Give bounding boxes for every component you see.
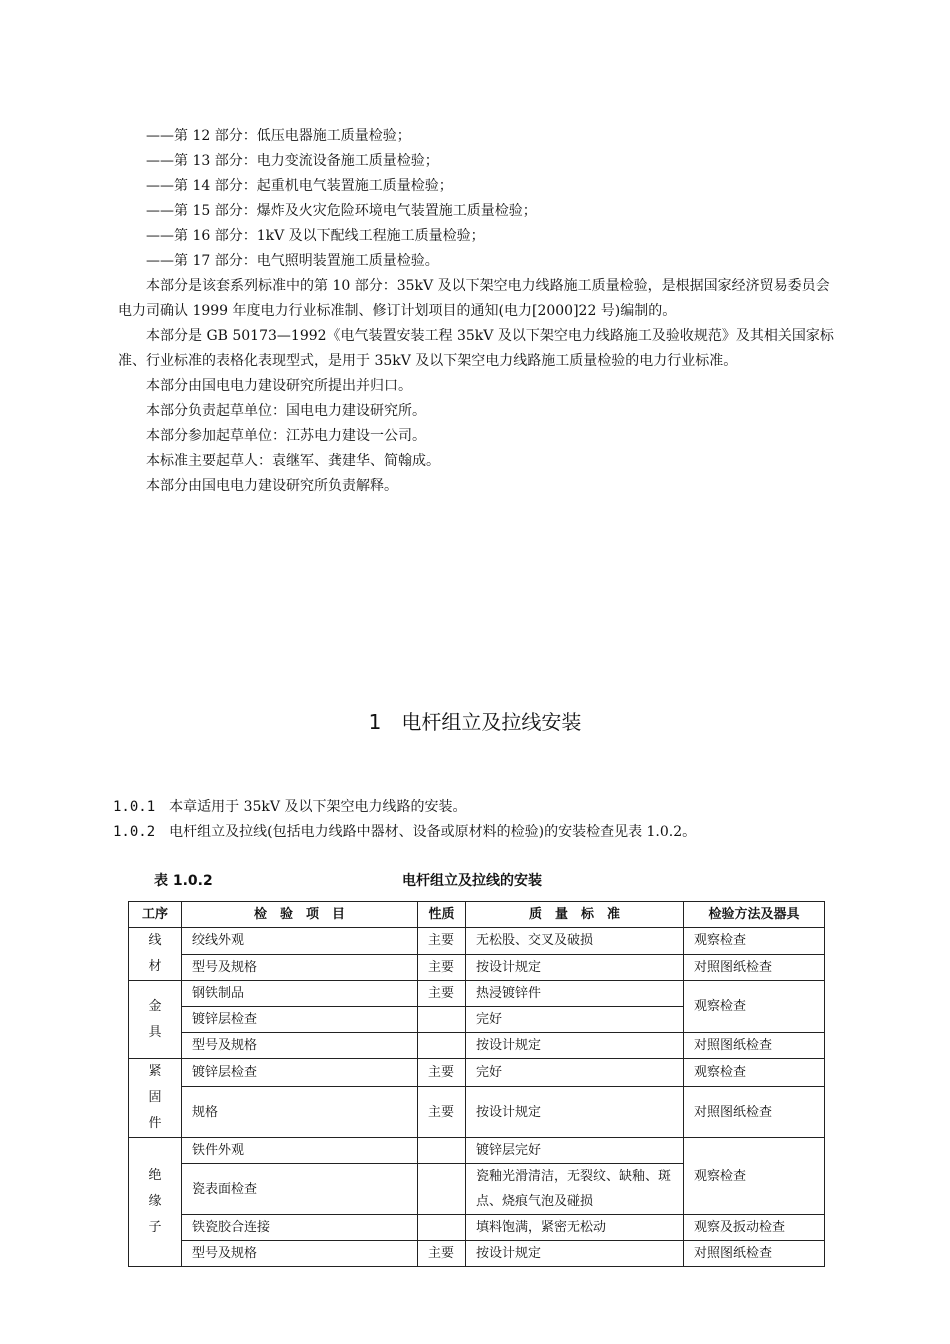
- item-cell: 瓷表面检查: [182, 1164, 418, 1215]
- paragraph: 本部分由国电电力建设研究所提出并归口。: [146, 378, 412, 394]
- nature-cell: [418, 1033, 466, 1059]
- item-cell: 规格: [182, 1087, 418, 1138]
- item-cell: 铁瓷胶合连接: [182, 1215, 418, 1241]
- paragraph: 本部分是 GB 50173—1992《电气装置安装工程 35kV 及以下架空电力线路施工及验收规范》及其相关国家标准、行业标准的表格化表现型式，是用于 35kV 及以下架空电力线路施工质量检验的电力行业标准。: [118, 328, 834, 369]
- table-row: [129, 954, 825, 981]
- chapter-title: 1 电杆组立及拉线安装: [368, 710, 582, 734]
- nature-cell: 主要: [418, 1059, 466, 1087]
- clause-text: 电杆组立及拉线(包括电力线路中器材、设备或原材料的检验)的安装检查见表 1.0.2。: [169, 824, 697, 840]
- standard-cell: 镀锌层完好: [466, 1138, 684, 1164]
- method-cell: 观察及扳动检查: [684, 1215, 825, 1241]
- table-row: [129, 1033, 825, 1059]
- standard-cell: 热浸镀锌件: [466, 981, 684, 1007]
- clause-1-0-1: [113, 795, 466, 820]
- header-item: 检 验 项 目: [182, 902, 418, 928]
- table-row: [129, 1087, 825, 1138]
- list-item: ——第 15 部分：爆炸及火灾危险环境电气装置施工质量检验；: [146, 203, 537, 219]
- standard-cell: 按设计规定: [466, 1241, 684, 1267]
- item-cell: 绞线外观: [182, 928, 418, 955]
- method-cell: 观察检查: [684, 981, 825, 1033]
- clause-1-0-2: [113, 820, 696, 845]
- standard-cell: 填料饱满，紧密无松动: [466, 1215, 684, 1241]
- group-cell: 绝 缘 子: [129, 1138, 182, 1267]
- standard-cell: 按设计规定: [466, 1087, 684, 1138]
- method-cell: 对照图纸检查: [684, 954, 825, 981]
- method-cell: 观察检查: [684, 1059, 825, 1087]
- method-cell: 对照图纸检查: [684, 1087, 825, 1138]
- header-process: 工序: [129, 902, 182, 928]
- paragraph: 本部分参加起草单位：江苏电力建设一公司。: [146, 428, 426, 444]
- paragraph: 本部分是该套系列标准中的第 10 部分：35kV 及以下架空电力线路施工质量检验，是根据国家经济贸易委员会电力司确认 1999 年度电力行业标准制、修订计划项目的通知(电力[2000]22 号)编制的。: [118, 278, 830, 319]
- list-item: ——第 13 部分：电力变流设备施工质量检验；: [146, 153, 439, 169]
- nature-cell: [418, 1215, 466, 1241]
- group-cell: 金 具: [129, 981, 182, 1059]
- nature-cell: 主要: [418, 1087, 466, 1138]
- list-item: ——第 12 部分：低压电器施工质量检验；: [146, 128, 411, 144]
- list-item: ——第 16 部分：1kV 及以下配线工程施工质量检验；: [146, 228, 485, 244]
- paragraph: 本标准主要起草人：袁继军、龚建华、简翰成。: [146, 453, 440, 469]
- parts-list: [146, 124, 537, 274]
- table-row: [129, 1138, 825, 1164]
- nature-cell: [418, 1138, 466, 1164]
- method-cell: 对照图纸检查: [684, 1241, 825, 1267]
- table-header-row: [129, 902, 825, 928]
- item-cell: 镀锌层检查: [182, 1059, 418, 1087]
- item-cell: 钢铁制品: [182, 981, 418, 1007]
- table-row: [129, 981, 825, 1007]
- clause-number: 1.0.1: [113, 799, 156, 815]
- paragraph: 本部分由国电电力建设研究所负责解释。: [146, 478, 398, 494]
- method-cell: 观察检查: [684, 1138, 825, 1215]
- table-row: [129, 1241, 825, 1267]
- header-nature: 性质: [418, 902, 466, 928]
- item-cell: 型号及规格: [182, 954, 418, 981]
- paragraph: 本部分负责起草单位：国电电力建设研究所。: [146, 403, 426, 419]
- nature-cell: 主要: [418, 928, 466, 955]
- standard-cell: 完好: [466, 1007, 684, 1033]
- standard-cell: 完好: [466, 1059, 684, 1087]
- standard-cell: 无松股、交叉及破损: [466, 928, 684, 955]
- table-number: 表 1.0.2: [154, 873, 213, 889]
- inspection-table: [128, 901, 825, 1267]
- intro-text: [118, 274, 838, 499]
- item-cell: 镀锌层检查: [182, 1007, 418, 1033]
- table-row: [129, 1059, 825, 1087]
- clause-text: 本章适用于 35kV 及以下架空电力线路的安装。: [169, 799, 467, 815]
- standard-cell: 按设计规定: [466, 954, 684, 981]
- header-standard: 质 量 标 准: [466, 902, 684, 928]
- table-row: [129, 1215, 825, 1241]
- method-cell: 观察检查: [684, 928, 825, 955]
- nature-cell: [418, 1007, 466, 1033]
- standard-cell: 按设计规定: [466, 1033, 684, 1059]
- item-cell: 铁件外观: [182, 1138, 418, 1164]
- nature-cell: 主要: [418, 954, 466, 981]
- method-cell: 对照图纸检查: [684, 1033, 825, 1059]
- nature-cell: [418, 1164, 466, 1215]
- nature-cell: 主要: [418, 981, 466, 1007]
- clause-number: 1.0.2: [113, 824, 156, 840]
- header-method: 检验方法及器具: [684, 902, 825, 928]
- nature-cell: 主要: [418, 1241, 466, 1267]
- list-item: ——第 17 部分：电气照明装置施工质量检验。: [146, 253, 439, 269]
- item-cell: 型号及规格: [182, 1241, 418, 1267]
- list-item: ——第 14 部分：起重机电气装置施工质量检验；: [146, 178, 453, 194]
- standard-cell: 瓷釉光滑清洁，无裂纹、缺釉、斑点、烧痕气泡及碰损: [466, 1164, 684, 1215]
- table-row: [129, 928, 825, 955]
- table-title: 电杆组立及拉线的安装: [402, 873, 542, 889]
- item-cell: 型号及规格: [182, 1033, 418, 1059]
- group-cell: 线 材: [129, 928, 182, 981]
- group-cell: 紧 固 件: [129, 1059, 182, 1138]
